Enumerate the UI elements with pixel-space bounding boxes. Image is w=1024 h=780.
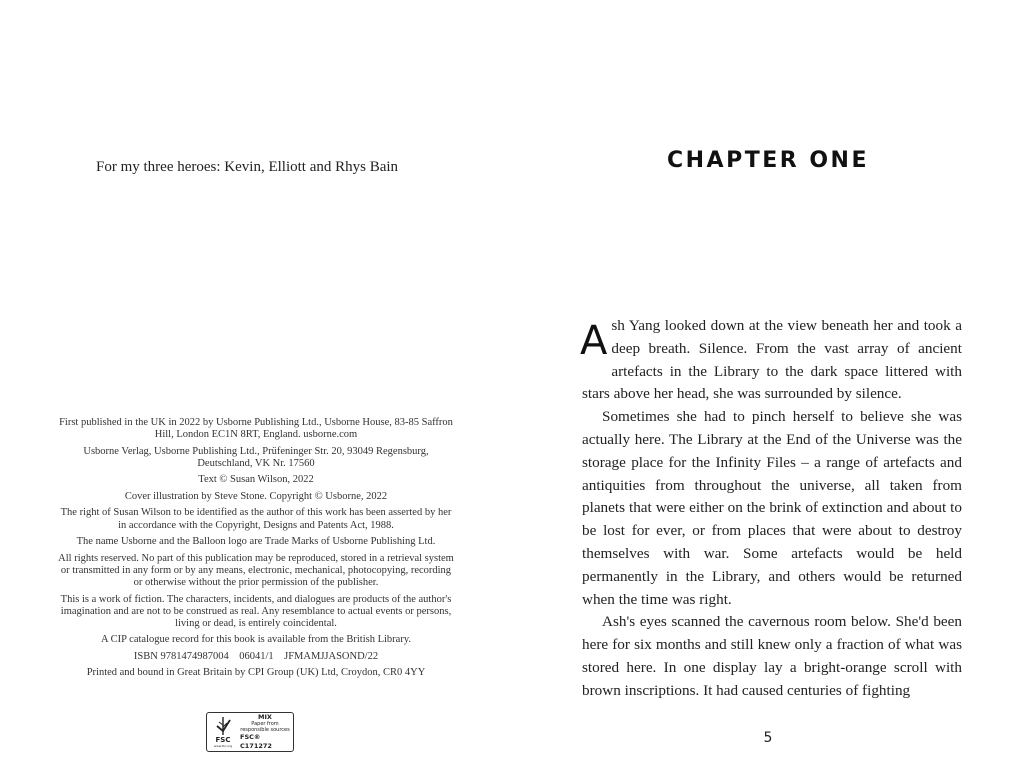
fsc-text [240,713,290,751]
paragraph: Ash's eyes scanned the cavernous room below. She'd been here for six months and still knew only a fraction of what was stored here. In one display lay a bright-orange scroll with brown inscriptions. It had caused centuries of fighting [582,613,962,699]
imprint-line: A CIP catalogue record for this book is available from the British Library. [100,634,412,646]
imprint-line: ISBN 9781474987004 06041/1 JFMAMJJASOND/22 [133,650,379,662]
page-number: 5 [763,730,773,746]
imprint-line: Printed and bound in Great Britain by CPI Group (UK) Ltd, Croydon, CR0 4YY [86,667,426,679]
imprint-line: Usborne Verlag, Usborne Publishing Ltd., Prüfeninger Str. 20, 93049 Regensburg, Deutschland, VK Nr. 17560 [83,445,429,469]
imprint-line: All rights reserved. No part of this publication may be reproduced, stored in a retrieval system or transmitted in any form or by any means, electronic, mechanical, photocopying, recording or otherwise without the prior permission of the publisher. [58,552,454,589]
fsc-code: FSC® C171272 [240,733,272,750]
tree-checkmark-icon [214,716,232,736]
first-paragraph [582,315,962,406]
first-paragraph-text: sh Yang looked down at the view beneath her and took a deep breath. Silence. From the vast array of ancient artefacts in the Library to the dark space littered with stars above her head, she was surrounded by silence. [582,317,962,403]
fsc-logo-text: FSC [215,736,231,744]
dedication: For my three heroes: Kevin, Elliott and Rhys Bain [96,159,399,175]
paragraph: Sometimes she had to pinch herself to believe she was actually here. The Library at the End of the Universe was the storage place for the Infinity Files – a range of artefacts and antiquities from throughout the universe, all taken from planets that were either on the brink of extinction and about to be lost for ever, or from places that were about to destroy themselves with war. Some artefacts would be held permanently in the Library, and others would be returned when the time was right. [582,408,962,608]
right-page [512,0,1024,780]
fsc-tree-icon [210,715,236,749]
imprint-line: Text © Susan Wilson, 2022 [198,474,314,486]
drop-cap: A [580,318,608,364]
fsc-url: www.fsc.org [213,744,233,748]
imprint-line: This is a work of fiction. The characters, incidents, and dialogues are products of the author's imagination and are not to be construed as real. Any resemblance to actual events or persons, living or dead, is entirely coincidental. [60,593,452,629]
fsc-label [206,712,294,752]
copyright-imprint [56,417,456,684]
fsc-mix: MIX [258,713,272,721]
imprint-line: The right of Susan Wilson to be identified as the author of this work has been asserted by her in accordance with the Copyright, Designs and Patents Act, 1988. [60,507,452,531]
chapter-body [582,315,962,703]
chapter-title: CHAPTER ONE [667,148,869,173]
imprint-line: Cover illustration by Steve Stone. Copyright © Usborne, 2022 [124,490,388,502]
imprint-line: First published in the UK in 2022 by Usborne Publishing Ltd., Usborne House, 83-85 Saffron Hill, London EC1N 8RT, England. usborne.com [59,417,453,441]
imprint-line: The name Usborne and the Balloon logo are Trade Marks of Usborne Publishing Ltd. [76,536,436,548]
fsc-description: Paper from responsible sources [240,721,290,733]
